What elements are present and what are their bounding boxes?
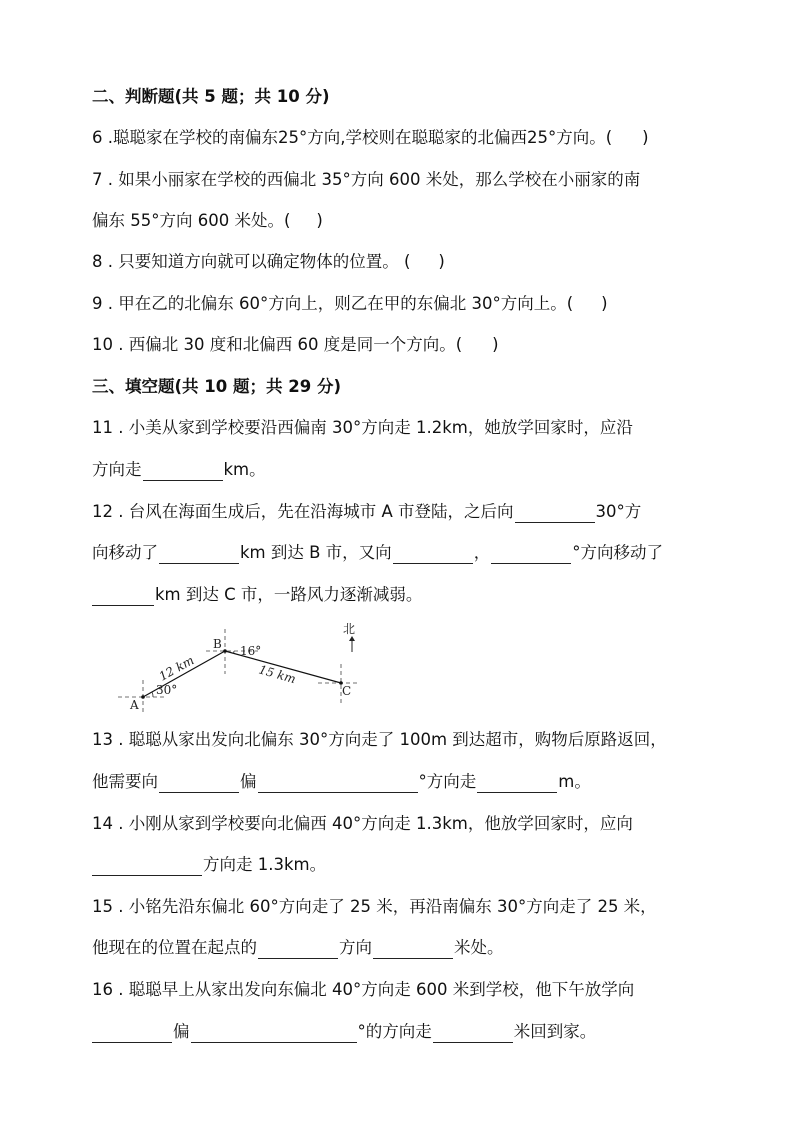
answer-blank[interactable] [515, 504, 595, 523]
point-b [223, 649, 227, 653]
question-16-text-c: °的方向走 [357, 1022, 432, 1041]
answer-blank[interactable] [191, 1024, 357, 1043]
question-15-text-c: 米处。 [454, 938, 504, 957]
question-10-text: 10 . 西偏北 30 度和北偏西 60 度是同一个方向。( [92, 335, 463, 354]
question-6 [92, 127, 649, 149]
question-14-line-1: 14 . 小刚从家到学校要向北偏西 40°方向走 1.3km，他放学回家时，应向 [92, 814, 633, 833]
question-12-line-3 [92, 584, 422, 606]
answer-blank[interactable] [433, 1024, 513, 1043]
question-13-text-c: °方向走 [418, 772, 477, 791]
section-3-heading: 三、填空题(共 10 题；共 29 分) [92, 377, 341, 396]
north-arrow-icon [349, 636, 355, 641]
answer-blank[interactable] [258, 940, 338, 959]
question-12-text-f: °方向移动了 [572, 543, 663, 562]
label-c: C [342, 684, 352, 698]
answer-blank[interactable] [373, 940, 453, 959]
question-13-text-b: 偏 [240, 772, 257, 791]
question-9-text: 9 . 甲在乙的北偏东 60°方向上，则乙在甲的东偏北 30°方向上。( [92, 294, 574, 313]
question-8-paren-close: ) [438, 252, 445, 271]
answer-blank[interactable] [258, 774, 418, 793]
route-diagram [110, 618, 370, 718]
question-16-line-1: 16 . 聪聪早上从家出发向东偏北 40°方向走 600 米到学校，他下午放学向 [92, 980, 635, 999]
distance-bc: 15 km [257, 662, 298, 687]
angle-a-arc [152, 692, 153, 697]
answer-blank[interactable] [393, 545, 473, 564]
question-15-text-a: 他现在的位置在起点的 [92, 938, 257, 957]
question-12-text-a: 12 . 台风在海面生成后，先在沿海城市 A 市登陆，之后向 [92, 502, 514, 521]
question-6-text: 6 .聪聪家在学校的南偏东25°方向,学校则在聪聪家的北偏西25°方向。( [92, 128, 613, 147]
question-12-line-1 [92, 501, 641, 523]
question-10-paren-close: ) [492, 335, 499, 354]
question-14-text-b: 方向走 1.3km。 [203, 855, 327, 874]
distance-ab: 12 km [156, 653, 197, 684]
north-label: 北 [343, 622, 356, 636]
question-11-line-2 [92, 459, 266, 481]
question-13-line-2 [92, 771, 591, 793]
question-11-text-b: km。 [223, 460, 266, 479]
answer-blank[interactable] [92, 857, 202, 876]
question-12-line-2 [92, 542, 663, 564]
answer-blank[interactable] [477, 774, 557, 793]
question-9 [92, 293, 608, 315]
question-15-line-2 [92, 937, 504, 959]
question-11-text-a: 方向走 [92, 460, 142, 479]
angle-b-label: 16° [240, 644, 262, 658]
question-12-text-e: ， [473, 543, 491, 562]
question-16-line-2 [92, 1021, 596, 1043]
question-15-line-1: 15 . 小铭先沿东偏北 60°方向走了 25 米，再沿南偏东 30°方向走了 25 米， [92, 897, 657, 916]
question-7-line-2 [92, 210, 323, 232]
answer-blank[interactable] [92, 587, 154, 606]
question-8 [92, 251, 445, 273]
angle-b-arc [234, 651, 235, 654]
answer-blank[interactable] [92, 1024, 172, 1043]
question-8-text: 8 . 只要知道方向就可以确定物体的位置。 ( [92, 252, 411, 271]
question-9-paren-close: ) [601, 294, 608, 313]
answer-blank[interactable] [143, 462, 223, 481]
question-12-text-g: km 到达 C 市，一路风力逐渐减弱。 [155, 585, 423, 604]
question-13-text-d: m。 [558, 772, 591, 791]
answer-blank[interactable] [159, 774, 239, 793]
question-12-text-d: km 到达 B 市，又向 [240, 543, 392, 562]
question-15-text-b: 方向 [339, 938, 372, 957]
label-a: A [130, 698, 139, 712]
point-a [141, 695, 145, 699]
question-7-paren-close: ) [316, 211, 323, 230]
question-13-line-1: 13 . 聪聪从家出发向北偏东 30°方向走了 100m 到达超市，购物后原路返回， [92, 730, 667, 749]
question-14-line-2 [92, 854, 326, 876]
question-16-text-b: 偏 [173, 1022, 190, 1041]
answer-blank[interactable] [159, 545, 239, 564]
question-7-text: 偏东 55°方向 600 米处。( [92, 211, 291, 230]
question-11-line-1: 11 . 小美从家到学校要沿西偏南 30°方向走 1.2km，她放学回家时，应沿 [92, 418, 633, 437]
label-b: B [213, 637, 222, 651]
answer-blank[interactable] [491, 545, 571, 564]
question-10 [92, 334, 499, 356]
question-13-text-a: 他需要向 [92, 772, 158, 791]
question-12-text-b: 30°方 [595, 502, 642, 521]
question-16-text-d: 米回到家。 [513, 1022, 597, 1041]
question-7-line-1: 7 . 如果小丽家在学校的西偏北 35°方向 600 米处，那么学校在小丽家的南 [92, 170, 641, 189]
section-2-heading: 二、判断题(共 5 题；共 10 分) [92, 87, 330, 106]
angle-a-label: 30° [156, 683, 178, 697]
question-12-text-c: 向移动了 [92, 543, 158, 562]
question-6-paren-close: ) [642, 128, 649, 147]
